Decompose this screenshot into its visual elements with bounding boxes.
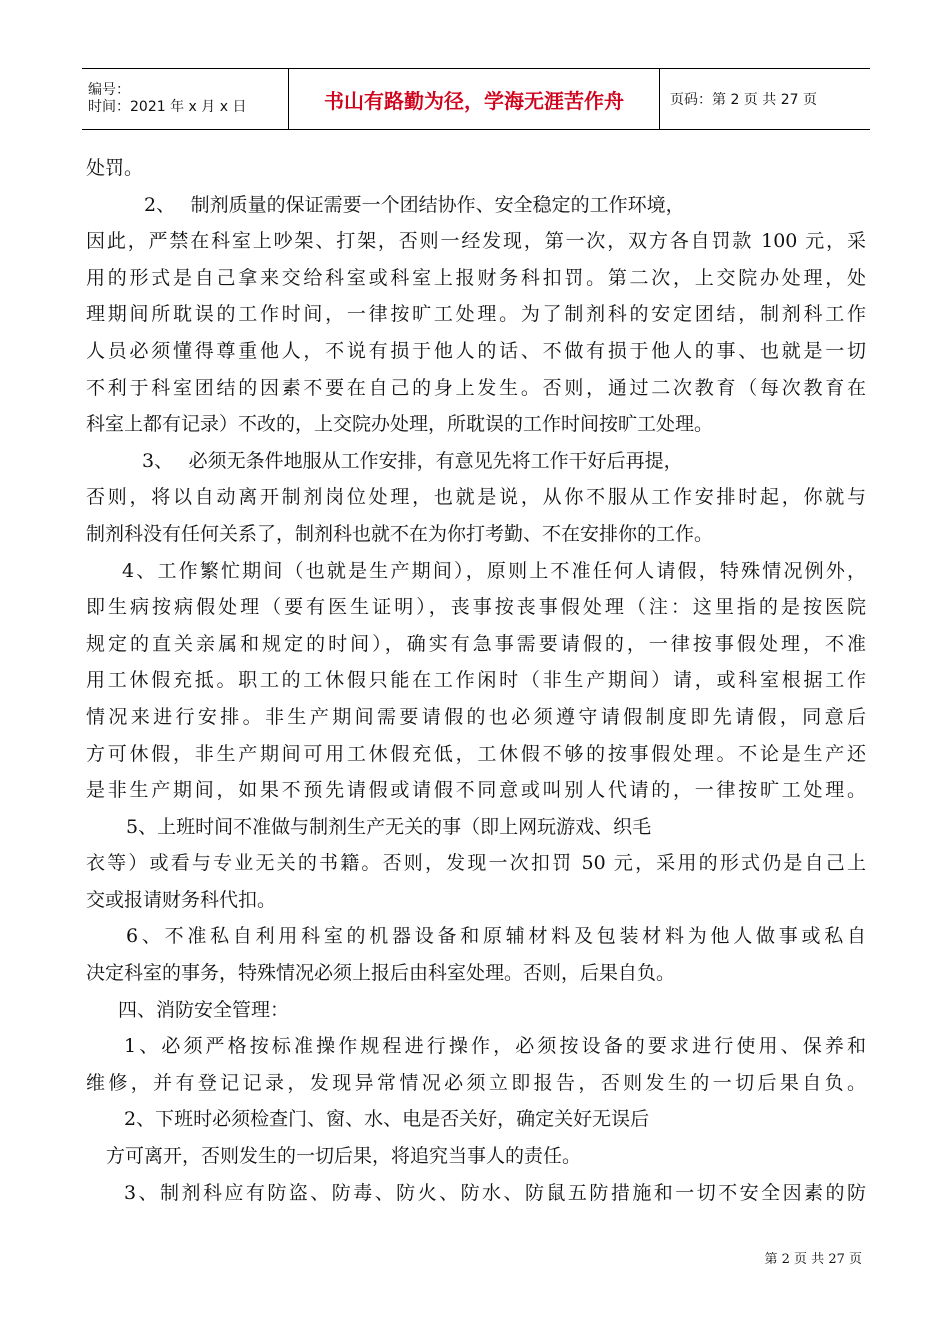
body-line: 4、工作繁忙期间（也就是生产期间），原则上不准任何人请假，特殊情况例外， (122, 559, 866, 582)
body-line: 人员必须懂得尊重他人，不说有损于他人的话、不做有损于他人的事、也就是一切 (86, 339, 866, 362)
body-line: 否则，将以自动离开制剂岗位处理，也就是说，从你不服从工作安排时起，你就与 (86, 486, 866, 509)
body-line: 理期间所耽误的工作时间，一律按旷工处理。为了制剂科的安定团结，制剂科工作 (86, 303, 866, 326)
page-footer: 第 2 页 共 27 页 (764, 1252, 862, 1267)
body-line: 方可休假，非生产期间可用工休假充低，工休假不够的按事假处理。不论是生产还 (86, 742, 866, 765)
document-body (86, 150, 866, 1211)
body-line: 不利于科室团结的因素不要在自己的身上发生。否则，通过二次教育（每次教育在 (86, 376, 866, 399)
header-number: 编号： (88, 82, 130, 98)
header-motto: 书山有路勤为径，学海无涯苦作舟 (289, 69, 660, 129)
body-line: 交或报请财务科代扣。 (86, 888, 277, 911)
header-date: 时间：2021 年 x 月 x 日 (88, 99, 247, 115)
body-line: 6、不准私自利用科室的机器设备和原辅材料及包装材料为他人做事或私自 (126, 925, 866, 948)
body-line: 用的形式是自己拿来交给科室或科室上报财务科扣罚。第二次，上交院办处理，处 (86, 266, 866, 289)
section-heading: 四、消防安全管理： (118, 998, 290, 1021)
body-line: 科室上都有记录）不改的，上交院办处理，所耽误的工作时间按旷工处理。 (86, 413, 714, 436)
page-header (82, 68, 870, 130)
body-line: 情况来进行安排。非生产期间需要请假的也必须遵守请假制度即先请假，同意后 (86, 705, 866, 728)
body-line: 2、下班时必须检查门、窗、水、电是否关好，确定关好无误后 (124, 1108, 650, 1131)
body-line: 5、上班时间不准做与制剂生产无关的事（即上网玩游戏、织毛 (126, 815, 652, 838)
header-page-number: 页码：第 2 页 共 27 页 (670, 92, 817, 108)
body-line: 是非生产期间，如果不预先请假或请假不同意或叫别人代请的，一律按旷工处理。 (86, 779, 866, 802)
body-line: 处罚。 (86, 157, 144, 179)
body-line: 3、制剂科应有防盗、防毒、防火、防水、防鼠五防措施和一切不安全因素的防 (124, 1181, 866, 1204)
body-line: 决定科室的事务，特殊情况必须上报后由科室处理。否则，后果自负。 (86, 962, 676, 985)
body-line: 即生病按病假处理（要有医生证明），丧事按丧事假处理（注：这里指的是按医院 (86, 596, 866, 619)
body-line: 规定的直关亲属和规定的时间），确实有急事需要请假的，一律按事假处理，不准 (86, 632, 866, 655)
body-line: 1、必须严格按标准操作规程进行操作，必须按设备的要求进行使用、保养和 (124, 1035, 866, 1058)
body-line: 用工休假充抵。职工的工休假只能在工作闲时（非生产期间）请，或科室根据工作 (86, 669, 866, 692)
body-line: 制剂科没有任何关系了，制剂科也就不在为你打考勤、不在安排你的工作。 (86, 522, 714, 545)
body-line: 方可离开，否则发生的一切后果，将追究当事人的责任。 (106, 1145, 582, 1168)
body-line: 3、 必须无条件地服从工作安排，有意见先将工作干好后再提， (142, 449, 683, 472)
header-meta (82, 69, 289, 129)
body-line: 维修，并有登记记录，发现异常情况必须立即报告，否则发生的一切后果自负。 (86, 1071, 866, 1094)
body-line: 衣等）或看与专业无关的书籍。否则，发现一次扣罚 50 元，采用的形式仍是自己上 (86, 852, 866, 875)
body-line: 因此，严禁在科室上吵架、打架，否则一经发现，第一次，双方各自罚款 100 元，采 (86, 230, 866, 253)
body-line: 2、 制剂质量的保证需要一个团结协作、安全稳定的工作环境， (144, 193, 685, 216)
